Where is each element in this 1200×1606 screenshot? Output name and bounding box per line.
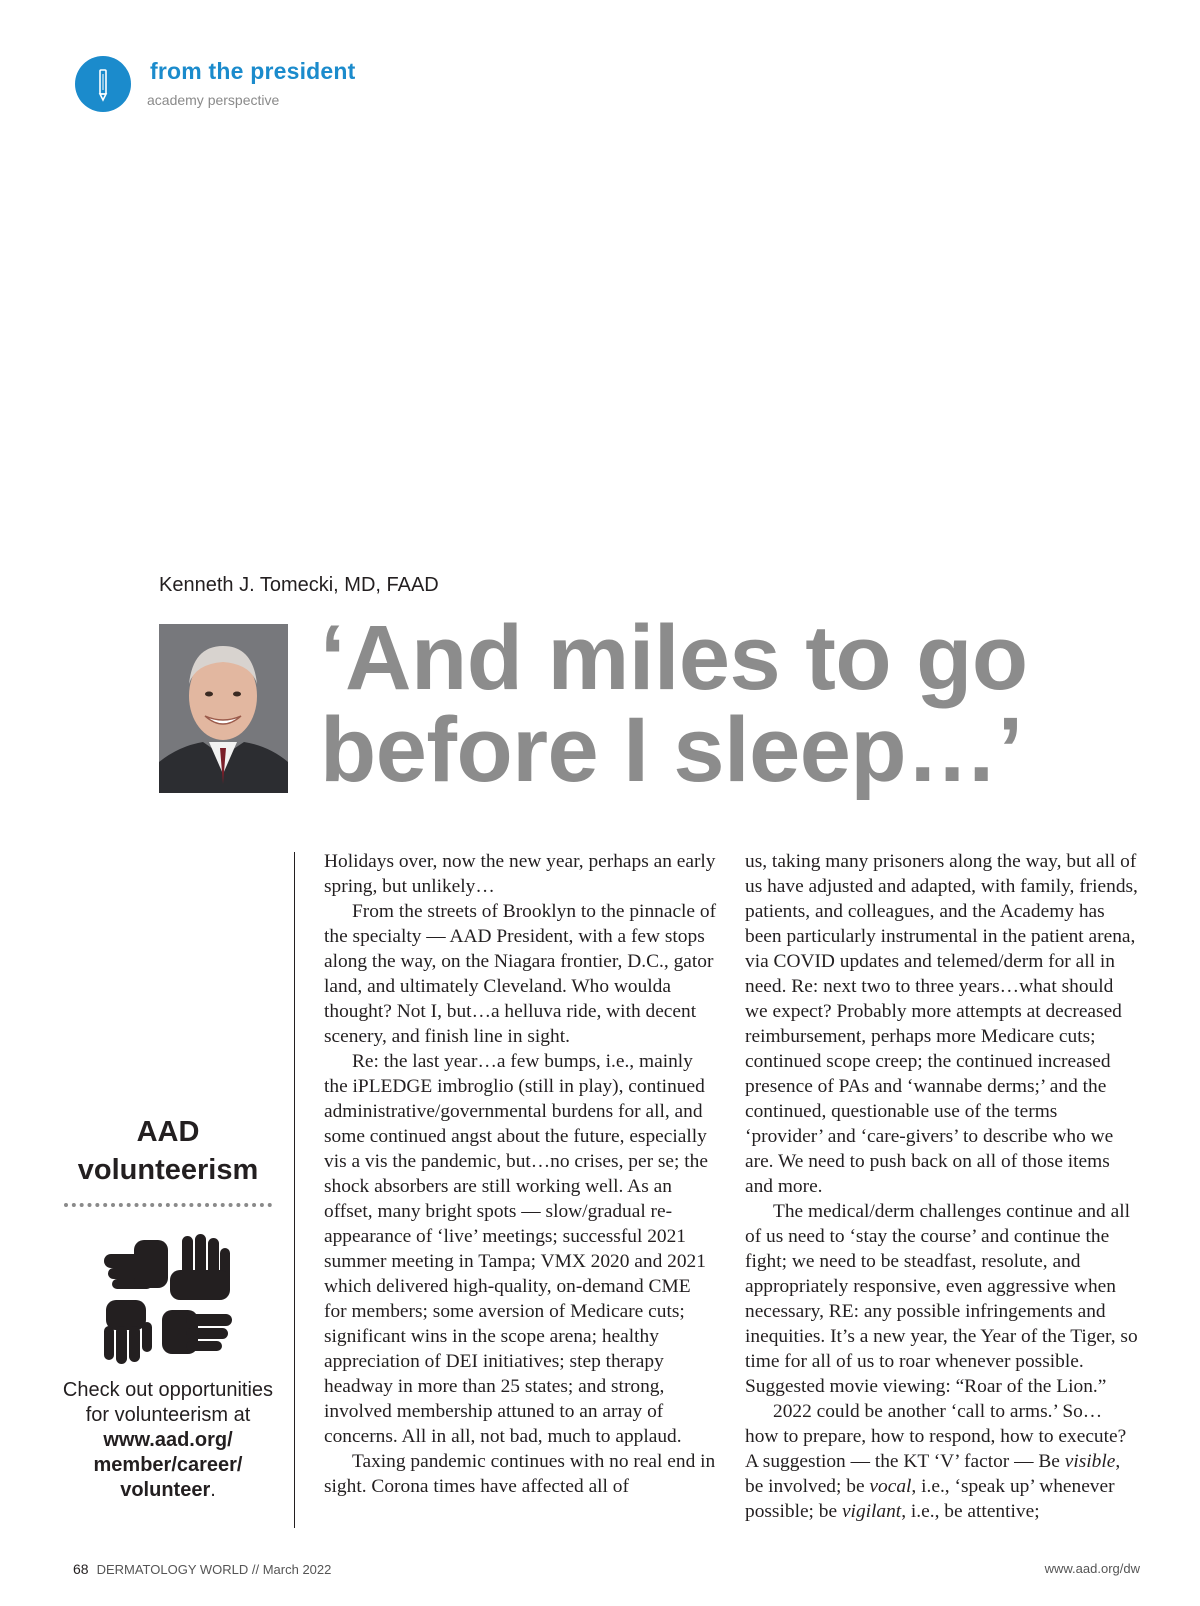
- text-run: , i.e., be attentive;: [901, 1501, 1040, 1522]
- paragraph: Taxing pandemic continues with no real end in sight. Corona times have affected all of: [324, 1451, 716, 1497]
- volunteer-link[interactable]: www.aad.org/ member/career/ volunteer: [93, 1429, 243, 1501]
- emphasis: vocal: [869, 1476, 912, 1497]
- author-byline: Kenneth J. Tomecki, MD, FAAD: [159, 574, 439, 596]
- text-run: , i.e., ‘speak up’ whenever possible; be: [745, 1476, 1115, 1522]
- emphasis: visible: [1064, 1451, 1116, 1472]
- emphasis: vigilant: [841, 1501, 902, 1522]
- text-run: 2022 could be another ‘call to arms.’ So… how to prepare, how to respond, how to execute? A suggestion — the KT ‘V’ factor — Be: [745, 1401, 1127, 1472]
- article-column-2: [745, 849, 1138, 1524]
- paragraph: Holidays over, now the new year, perhaps an early spring, but unlikely…: [324, 851, 716, 897]
- author-photo: [159, 624, 288, 793]
- sidebar-heading: [60, 1113, 276, 1189]
- section-subtitle: academy perspective: [147, 92, 280, 108]
- dotted-divider: [64, 1203, 272, 1207]
- paragraph: [745, 1399, 1138, 1524]
- sidebar-text-end: .: [210, 1479, 216, 1501]
- sidebar-heading-line1: AAD: [136, 1116, 200, 1148]
- headline: ‘And miles to go before I sleep…’: [320, 607, 1028, 801]
- paragraph: Re: the last year…a few bumps, i.e., mainly the iPLEDGE imbroglio (still in play), continued administrative/governmental burdens for all, and some continued angst about the future, especially vis a vis the pandemic, but…no crises, per se; the shock absorbers are still working well. As an offset, many bright spots — slow/gradual re-appearance of ‘live’ meetings; successful 2021 summer meeting in Tampa; VMX 2020 and 2021 which delivered high-quality, on-demand CME for members; some aversion of Medicare cuts; significant wins in the scope arena; healthy appreciation of DEI initiatives; step therapy headway in more than 25 states; and strong, involved membership attuned to an array of concerns. All in all, not bad, much to applaud.: [324, 1051, 708, 1447]
- article-column-1: [324, 849, 717, 1499]
- section-title: from the president: [150, 58, 356, 84]
- sidebar-text: [60, 1378, 276, 1503]
- hands-icon: [100, 1234, 234, 1369]
- paragraph: The medical/derm challenges continue and all of us need to ‘stay the course’ and continue the fight; we need to be steadfast, resolute, and appropriately responsive, even aggressive when necessary, RE: any possible infringements and inequities. It’s a new year, the Year of the Tiger, so time for all of us to roar whenever possible. Suggested movie viewing: “Roar of the Lion.”: [745, 1201, 1138, 1397]
- paragraph: us, taking many prisoners along the way, but all of us have adjusted and adapted, with family, friends, patients, and colleagues, and the Academy has been particularly instrumental in the patient arena, via COVID updates and telemed/derm for all in need. Re: next two to three years…what should we expect? Probably more attempts at decreased reimbursement, perhaps more Medicare cuts; continued scope creep; the continued increased presence of PAs and ‘wannabe derms;’ and the continued, questionable use of the terms ‘provider’ and ‘care-givers’ to describe who we are. We need to push back on all of those items and more.: [745, 851, 1138, 1197]
- footer-left: [73, 1561, 331, 1577]
- sidebar-heading-line2: volunteerism: [77, 1154, 259, 1186]
- page-number: 68: [73, 1561, 89, 1577]
- footer-url[interactable]: www.aad.org/dw: [1044, 1561, 1140, 1576]
- publication-info: DERMATOLOGY WORLD // March 2022: [96, 1562, 332, 1577]
- sidebar-text-intro: Check out opportunities for volunteerism at: [62, 1379, 274, 1426]
- paragraph: From the streets of Brooklyn to the pinnacle of the specialty — AAD President, with a few stops along the way, on the Niagara frontier, D.C., gator land, and ultimately Cleveland. Who woulda thought? Not I, but…a helluva ride, with decent scenery, and finish line in sight.: [324, 901, 717, 1047]
- text-run: , be involved; be: [745, 1451, 1121, 1497]
- column-divider: [294, 852, 295, 1528]
- pen-icon: [75, 56, 131, 112]
